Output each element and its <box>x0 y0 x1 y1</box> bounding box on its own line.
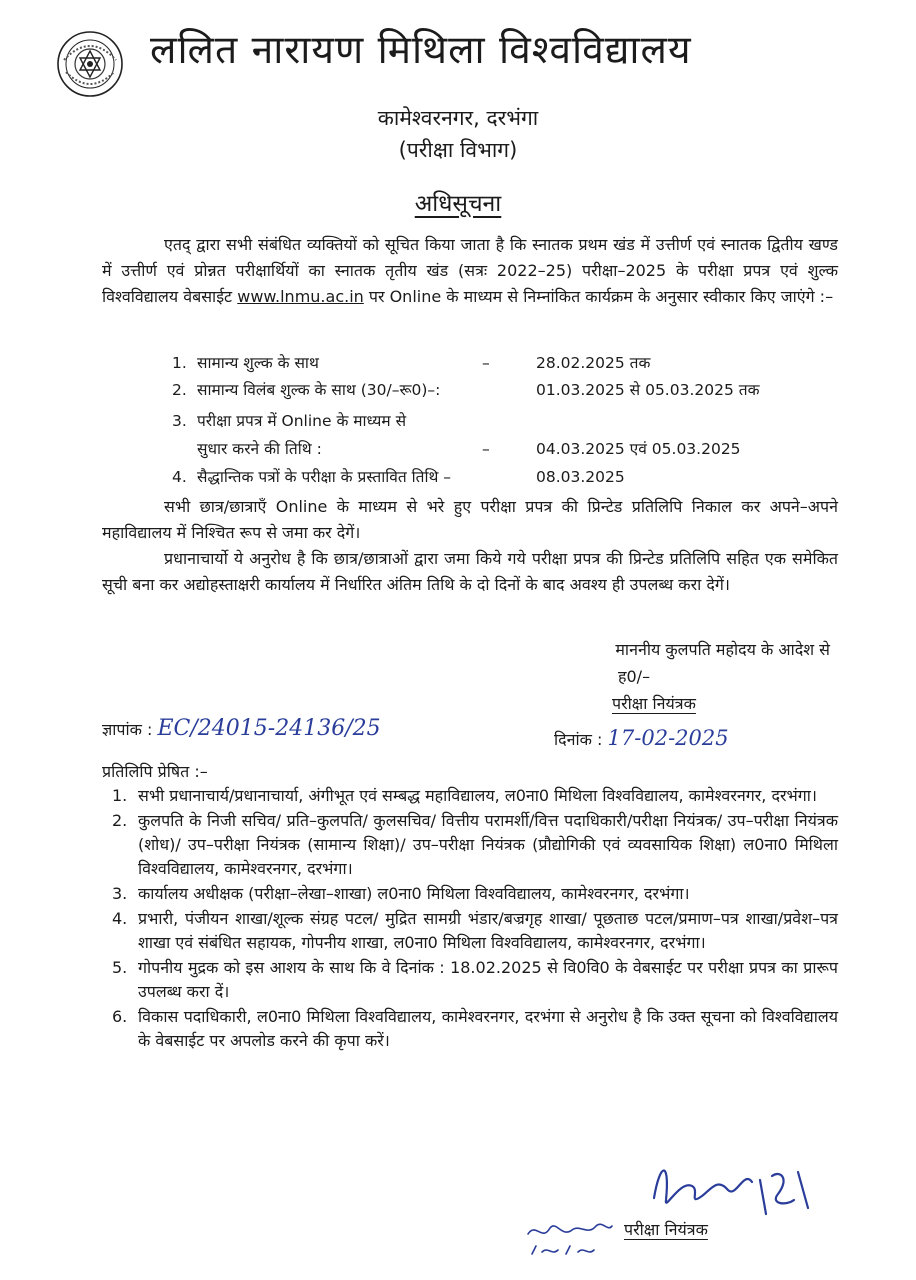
schedule-list <box>172 350 812 490</box>
item-number: 3. <box>112 884 128 903</box>
schedule-label: सैद्धान्तिक पत्रों के परीक्षा के प्रस्तावित तिथि – <box>197 468 452 486</box>
department-name: (परीक्षा विभाग) <box>398 138 518 162</box>
copy-to-heading: प्रतिलिपि प्रेषित :– <box>102 762 208 781</box>
university-name: ललित नारायण मिथिला विश्वविद्यालय <box>150 28 692 73</box>
schedule-number: 3. <box>172 412 187 430</box>
schedule-row <box>172 350 812 376</box>
item-number: 1. <box>112 786 128 805</box>
item-text: कार्यालय अधीक्षक (परीक्षा–लेखा–शाखा) ल0ना0 मिथिला विश्वविद्यालय, कामेश्वरनगर, दरभंगा। <box>138 884 690 903</box>
list-item <box>102 956 838 1004</box>
schedule-label: सामान्य विलंब शुल्क के साथ (30/–रू0)–: <box>197 381 441 399</box>
item-number: 5. <box>112 958 128 977</box>
order-line: माननीय कुलपति महोदय के आदेश से <box>615 640 830 659</box>
schedule-row <box>172 436 812 462</box>
schedule-row <box>172 464 812 490</box>
controller-signature-title: परीक्षा नियंत्रक <box>624 1220 708 1239</box>
website-link[interactable]: www.lnmu.ac.in <box>237 287 364 306</box>
list-item <box>102 809 838 881</box>
item-number: 6. <box>112 1007 128 1026</box>
notice-heading-text: अधिसूचना <box>414 191 502 217</box>
intro-paragraph <box>102 232 838 310</box>
signatory-title: परीक्षा नियंत्रक <box>612 694 696 713</box>
signed-mark: ह0/– <box>618 667 651 686</box>
list-item <box>102 784 838 808</box>
principal-request-paragraph: प्रधानाचार्यो ये अनुरोध है कि छात्र/छात्राओं द्वारा जमा किये गये परीक्षा प्रपत्र की प्रिन्टेड प्रतिलिपि सहित एक समेकित सूची बना कर अद्योहस्ताक्षरी कार्यालय में निर्धारित अंतिम तिथि के दो दिनों के बाद अवश्य ही उपलब्ध करा देगें। <box>102 549 838 594</box>
date-label: दिनांक : <box>554 730 603 749</box>
schedule-row <box>172 408 812 434</box>
issue-date <box>554 726 729 750</box>
university-seal-logo <box>56 30 124 98</box>
schedule-dash: – <box>482 440 490 458</box>
date-value: 17-02-2025 <box>607 726 729 750</box>
item-number: 2. <box>112 811 128 830</box>
reference-number <box>102 716 381 741</box>
reference-label: ज्ञापांक : <box>102 720 153 739</box>
list-item <box>102 907 838 955</box>
schedule-number: 4. <box>172 468 187 486</box>
item-text: कुलपति के निजी सचिव/ प्रति–कुलपति/ कुलसचिव/ वित्तीय परामर्शी/वित्त पदाधिकारी/परीक्षा नियंत्रक/ उप–परीक्षा नियंत्रक (शोध)/ उप–परीक्षा नियंत्रक (सामान्य शिक्षा)/ उप–परीक्षा नियंत्रक (प्रौद्योगिकी एवं व्यवसायिक शिक्षा) ल0ना0 मिथिला विश्वविद्यालय, कामेश्वरनगर, दरभंगा। <box>138 811 838 878</box>
item-text: गोपनीय मुद्रक को इस आशय के साथ कि वे दिनांक : 18.02.2025 से वि0वि0 के वेबसाईट पर परीक्षा प्रपत्र का प्रारूप उपलब्ध करा दें। <box>138 958 838 1001</box>
intro-text-end: पर Online के माध्यम से निम्नांकित कार्यक्रम के अनुसार स्वीकार किए जाएंगे :– <box>368 287 834 306</box>
schedule-label: सामान्य शुल्क के साथ <box>197 354 319 372</box>
schedule-date: 04.03.2025 एवं 05.03.2025 <box>536 440 741 458</box>
university-location: कामेश्वरनगर, दरभंगा <box>377 106 539 130</box>
schedule-number: 2. <box>172 381 187 399</box>
schedule-dash: – <box>482 354 490 372</box>
item-number: 4. <box>112 909 128 928</box>
list-item <box>102 1005 838 1053</box>
initials-scribble <box>522 1216 618 1264</box>
handwritten-signature <box>640 1150 820 1225</box>
schedule-date: 01.03.2025 से 05.03.2025 तक <box>536 381 760 399</box>
notice-heading <box>0 186 916 218</box>
schedule-row <box>172 377 812 403</box>
reference-value: EC/24015-24136/25 <box>157 716 381 741</box>
copy-to-list <box>102 784 838 1054</box>
intro-text: एतद् द्वारा सभी संबंधित व्यक्तियों को सूचित किया जाता है कि स्नातक प्रथम खंड में उत्तीर्ण एवं स्नातक द्वितीय खण्ड में उत्तीर्ण एवं प्रोन्नत परीक्षार्थियों का स्नातक तृतीय खंड (सत्रः 2022–25) परीक्षा–2025 के परीक्षा प्रपत्र एवं शुल्क विश्वविद्यालय वेबसाईट <box>102 235 838 306</box>
item-text: सभी प्रधानाचार्य/प्रधानाचार्या, अंगीभूत एवं सम्बद्ध महाविद्यालय, ल0ना0 मिथिला विश्वविद्यालय, कामेश्वरनगर, दरभंगा। <box>138 786 817 805</box>
list-item <box>102 882 838 906</box>
schedule-date: 28.02.2025 तक <box>536 354 651 372</box>
schedule-number: 1. <box>172 354 187 372</box>
schedule-label: सुधार करने की तिथि : <box>197 440 322 458</box>
item-text: प्रभारी, पंजीयन शाखा/शूल्क संग्रह पटल/ मुद्रित सामग्री भंडार/बज्रगृह शाखा/ पूछताछ पटल/प्रमाण–पत्र शाखा/प्रवेश–पत्र शाखा एवं संबंधित सहायक, गोपनीय शाखा, ल0ना0 मिथिला विश्वविद्यालय, कामेश्वरनगर, दरभंगा। <box>138 909 838 952</box>
schedule-label: परीक्षा प्रपत्र में Online के माध्यम से <box>197 412 407 430</box>
order-signature-block <box>530 636 830 717</box>
schedule-date: 08.03.2025 <box>536 468 625 486</box>
item-text: विकास पदाधिकारी, ल0ना0 मिथिला विश्वविद्यालय, कामेश्वरनगर, दरभंगा से अनुरोध है कि उक्त सूचना को विश्वविद्यालय के वेबसाईट पर अपलोड करने की कृपा करें। <box>138 1007 838 1050</box>
submission-paragraph: सभी छात्र/छात्राएँ Online के माध्यम से भरे हुए परीक्षा प्रपत्र की प्रिन्टेड प्रतिलिपि निकाल कर अपने–अपने महाविद्यालय में निश्चित रूप से जमा कर देगें। <box>102 497 838 542</box>
